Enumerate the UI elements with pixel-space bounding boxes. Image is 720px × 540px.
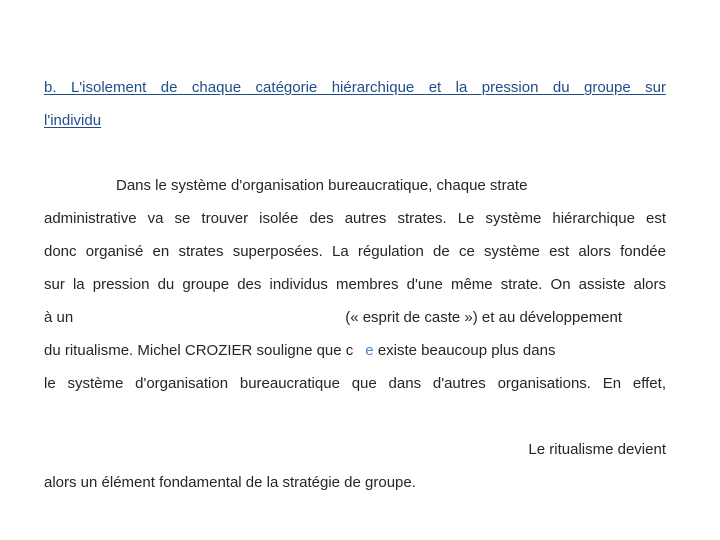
paragraph-line-3: donc organisé en strates superposées. La régulation de ce système est alors fondée bbox=[44, 243, 666, 260]
paragraph-line-5 bbox=[44, 309, 666, 327]
paragraph-line-4: sur la pression du groupe des individus membres d'une même strate. On assiste alors bbox=[44, 276, 666, 293]
paragraph-line-6 bbox=[44, 342, 666, 360]
paragraph-line-5-start: à un bbox=[44, 309, 74, 326]
section-heading-line-1: b. L'isolement de chaque catégorie hiérarchique et la pression du groupe sur bbox=[44, 79, 666, 96]
paragraph-line-9: alors un élément fondamental de la stratégie de groupe. bbox=[44, 474, 416, 491]
paragraph-line-8: Le ritualisme devient bbox=[528, 441, 666, 458]
paragraph-line-6-end: existe beaucoup plus dans bbox=[377, 342, 556, 359]
paragraph-line-5-end: (« esprit de caste ») et au développement bbox=[345, 309, 623, 326]
section-heading-line-2: l'individu bbox=[44, 112, 102, 129]
paragraph-line-6-start: du ritualisme. Michel CROZIER souligne que c bbox=[44, 342, 354, 359]
paragraph-line-2: administrative va se trouver isolée des autres strates. Le système hiérarchique est bbox=[44, 210, 666, 227]
paragraph-line-1: Dans le système d'organisation bureaucratique, chaque strate bbox=[116, 177, 528, 194]
paragraph-line-7: le système d'organisation bureaucratique que dans d'autres organisations. En effet, bbox=[44, 375, 666, 392]
paragraph-line-6-highlight: e bbox=[365, 342, 374, 359]
